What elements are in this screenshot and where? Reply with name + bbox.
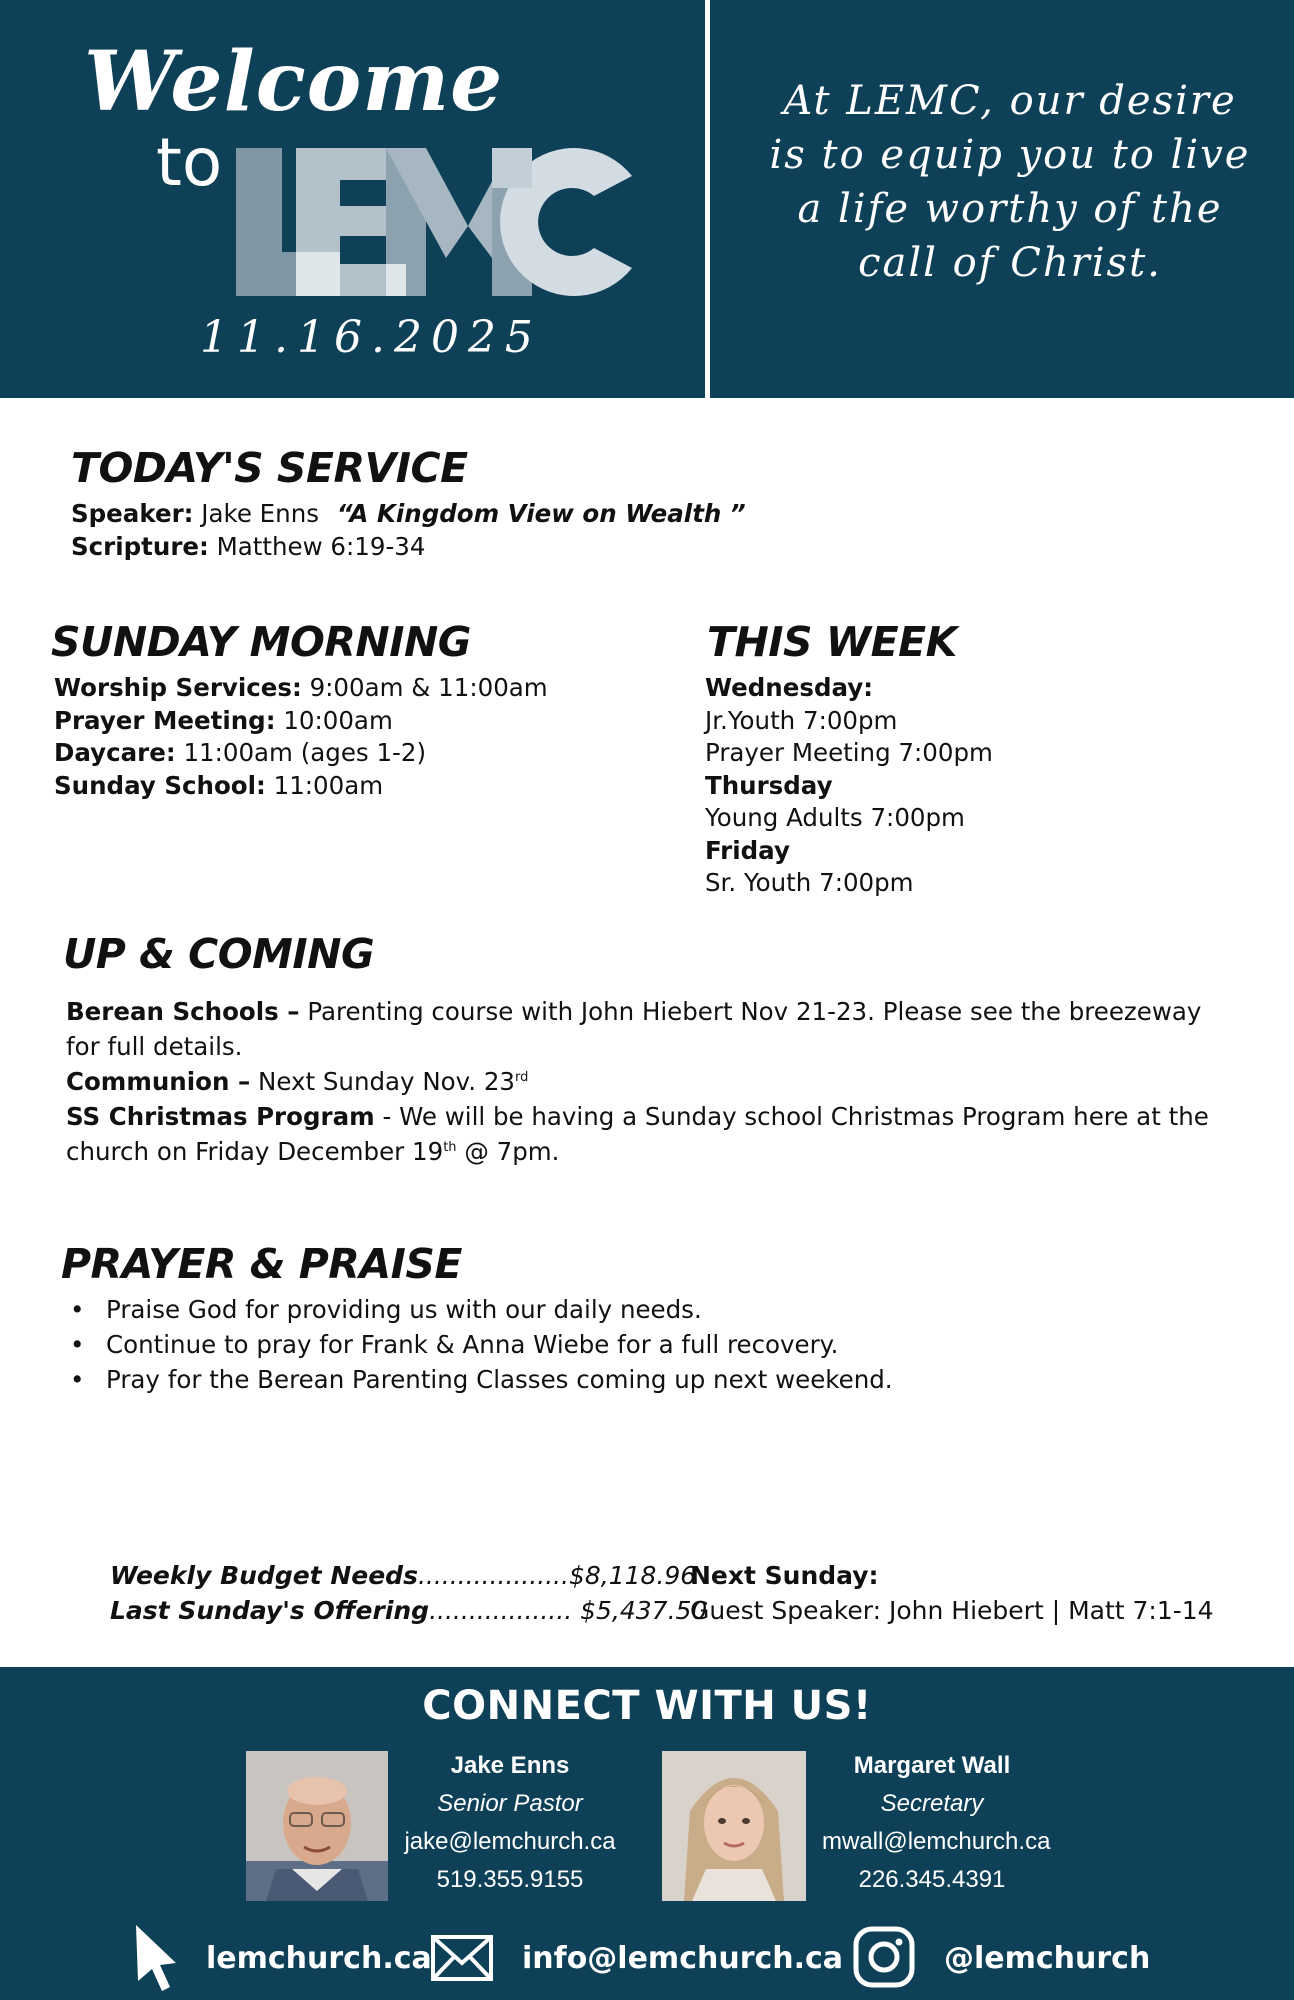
mission-line: call of Christ. <box>858 240 1162 286</box>
this-week-heading: THIS WEEK <box>707 618 957 666</box>
cursor-arrow-icon <box>132 1923 182 1993</box>
pastor-photo <box>246 1751 388 1901</box>
contact-email[interactable]: jake@lemchurch.ca <box>404 1828 616 1855</box>
welcome-to: to <box>156 124 223 201</box>
weekday-label: Friday <box>705 835 790 865</box>
lemc-logo <box>236 148 632 296</box>
email-link[interactable]: info@lemchurch.ca <box>522 1941 844 1976</box>
contact-phone[interactable]: 226.345.4391 <box>858 1866 1006 1893</box>
mission-line: At LEMC, our desire <box>783 78 1237 124</box>
ordinal-suffix: th <box>443 1139 457 1155</box>
sunday-morning-list <box>54 672 548 802</box>
prayer-list <box>66 1292 893 1397</box>
mission-line: is to equip you to live <box>769 132 1251 178</box>
weekday-label: Wednesday: <box>705 673 874 702</box>
scripture-reference: Matthew 6:19-34 <box>216 532 426 561</box>
connect-footer <box>0 1667 1294 2000</box>
contact-name: Margaret Wall <box>853 1752 1011 1779</box>
todays-service-details <box>71 497 746 563</box>
leader-dots: ................... <box>417 1561 569 1590</box>
offering-label: Last Sunday's Offering <box>110 1596 430 1625</box>
announcement-text: @ 7pm. <box>464 1137 560 1166</box>
schedule-item <box>54 737 548 770</box>
contact-role: Secretary <box>880 1790 984 1817</box>
sunday-morning-heading: SUNDAY MORNING <box>51 618 471 666</box>
ordinal-suffix: rd <box>515 1069 529 1085</box>
prayer-text: Praise God for providing us with our daily needs. <box>106 1295 702 1324</box>
speaker-name: Jake Enns <box>201 499 319 528</box>
schedule-item <box>54 672 548 705</box>
website-link[interactable]: lemchurch.ca <box>206 1941 432 1976</box>
schedule-value: 10:00am <box>283 705 393 735</box>
schedule-label: Prayer Meeting: <box>54 705 276 735</box>
announcement-christmas-program <box>66 1099 1216 1169</box>
announcement-text: Parenting course with John Hiebert Nov 21-23. Please see the breezeway for full details. <box>66 997 1202 1061</box>
announcement-label: Berean Schools – <box>66 997 300 1026</box>
contact-card-secretary <box>822 1747 1051 1899</box>
contact-role: Senior Pastor <box>437 1790 583 1817</box>
schedule-label: Worship Services: <box>54 673 302 702</box>
sermon-title: “A Kingdom View on Wealth ” <box>336 499 746 528</box>
prayer-praise-heading: PRAYER & PRAISE <box>61 1240 462 1288</box>
instagram-handle[interactable]: @lemchurch <box>944 1941 1151 1976</box>
list-item <box>66 1327 893 1362</box>
budget-row <box>110 1558 707 1593</box>
schedule-label: Sunday School: <box>54 770 266 800</box>
announcement-communion <box>66 1064 1216 1099</box>
mission-statement <box>740 74 1280 290</box>
instagram-icon <box>852 1923 916 1993</box>
this-week-list <box>705 672 993 900</box>
list-item <box>66 1292 893 1327</box>
announcement-label: Communion – <box>66 1067 251 1096</box>
offering-value: $5,437.50 <box>580 1596 708 1625</box>
event-item: Young Adults 7:00pm <box>705 803 965 832</box>
leader-dots: .................. <box>429 1596 573 1625</box>
next-sunday <box>690 1558 1214 1628</box>
connect-title: CONNECT WITH US! <box>422 1683 872 1729</box>
service-date: 11.16.2025 <box>200 312 542 363</box>
schedule-item <box>54 770 548 803</box>
event-item: Prayer Meeting 7:00pm <box>705 738 993 767</box>
contact-email[interactable]: mwall@lemchurch.ca <box>822 1828 1051 1855</box>
announcement-text: Next Sunday Nov. 23 <box>258 1067 516 1096</box>
speaker-label: Speaker: <box>71 499 194 528</box>
header-divider <box>705 0 710 398</box>
welcome-title: Welcome <box>84 34 504 130</box>
schedule-label: Daycare: <box>54 738 176 767</box>
schedule-value: 11:00am (ages 1-2) <box>183 738 427 767</box>
announcement-text: - We will be having a Sunday school Christmas Program here at the church on Friday December 19 <box>66 1102 1209 1166</box>
event-item: Sr. Youth 7:00pm <box>705 868 914 897</box>
mission-line: a life worthy of the <box>797 186 1223 232</box>
schedule-item <box>54 705 548 738</box>
speaker-line <box>71 497 746 530</box>
contact-card-pastor <box>400 1747 620 1899</box>
offering-row <box>110 1593 707 1628</box>
list-item <box>66 1362 893 1397</box>
up-coming-heading: UP & COMING <box>63 930 375 978</box>
contact-name: Jake Enns <box>450 1752 570 1779</box>
schedule-value: 11:00am <box>273 770 384 800</box>
scripture-label: Scripture: <box>71 532 209 561</box>
todays-service-heading: TODAY'S SERVICE <box>71 444 468 492</box>
contact-phone[interactable]: 519.355.9155 <box>436 1866 584 1893</box>
schedule-value: 9:00am & 11:00am <box>309 673 548 702</box>
prayer-text: Pray for the Berean Parenting Classes coming up next weekend. <box>106 1365 893 1394</box>
up-coming-list <box>66 994 1216 1169</box>
event-item: Jr.Youth 7:00pm <box>705 705 898 735</box>
announcement-berean <box>66 994 1216 1064</box>
scripture-line <box>71 530 746 563</box>
bullet-icon: • <box>70 1365 85 1394</box>
prayer-text: Continue to pray for Frank & Anna Wiebe for a full recovery. <box>106 1330 839 1359</box>
bullet-icon: • <box>70 1330 85 1359</box>
announcement-label: SS Christmas Program <box>66 1102 375 1131</box>
finances <box>110 1558 707 1628</box>
bullet-icon: • <box>70 1295 85 1324</box>
next-sunday-text: Guest Speaker: John Hiebert | Matt 7:1-14 <box>690 1596 1214 1625</box>
weekday-label: Thursday <box>705 770 833 800</box>
next-sunday-label: Next Sunday: <box>690 1561 879 1590</box>
budget-label: Weekly Budget Needs <box>110 1561 418 1590</box>
envelope-icon <box>430 1923 494 1993</box>
secretary-photo <box>662 1751 806 1901</box>
header-banner <box>0 0 1294 398</box>
budget-value: $8,118.96 <box>568 1561 697 1590</box>
